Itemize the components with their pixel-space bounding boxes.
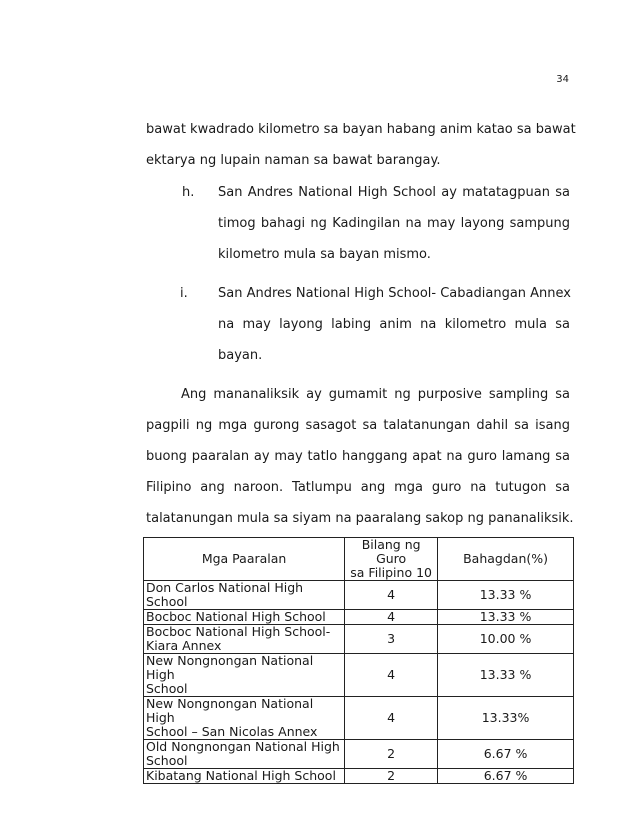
list-item-line: na may layong labing anim na kilometro mula sa <box>218 317 570 332</box>
count-cell: 4 <box>345 697 438 740</box>
paragraph-line: talatanungan mula sa siyam na paaralang sakop ng pananaliksik. <box>146 511 574 526</box>
list-item-line: San Andres National High School ay matatagpuan sa <box>218 185 570 200</box>
count-cell: 2 <box>345 769 438 784</box>
count-cell: 2 <box>345 740 438 769</box>
percent-cell: 6.67 % <box>438 769 574 784</box>
school-cell: Bocboc National High School <box>144 610 345 625</box>
school-cell: New Nongnongan National High School <box>144 654 345 697</box>
percent-cell: 6.67 % <box>438 740 574 769</box>
count-cell: 4 <box>345 581 438 610</box>
list-item-line: San Andres National High School- Cabadiangan Annex <box>218 286 571 301</box>
count-cell: 3 <box>345 625 438 654</box>
school-cell: Don Carlos National High School <box>144 581 345 610</box>
table-row <box>144 625 574 654</box>
school-cell: Old Nongnongan National High School <box>144 740 345 769</box>
paragraph-line: ektarya ng lupain naman sa bawat barangay. <box>146 153 441 168</box>
school-cell: Bocboc National High School- Kiara Annex <box>144 625 345 654</box>
header-school: Mga Paaralan <box>144 538 345 581</box>
percent-cell: 10.00 % <box>438 625 574 654</box>
list-item-line: kilometro mula sa bayan mismo. <box>218 247 431 262</box>
table-row <box>144 697 574 740</box>
school-cell: New Nongnongan National High School – San Nicolas Annex <box>144 697 345 740</box>
page-number: 34 <box>556 74 569 85</box>
school-cell: Kibatang National High School <box>144 769 345 784</box>
count-cell: 4 <box>345 610 438 625</box>
percent-cell: 13.33 % <box>438 581 574 610</box>
percent-cell: 13.33 % <box>438 654 574 697</box>
table-row <box>144 654 574 697</box>
header-teacher-count: Bilang ng Guro sa Filipino 10 <box>345 538 438 581</box>
schools-table <box>143 537 574 784</box>
table-row <box>144 769 574 784</box>
percent-cell: 13.33 % <box>438 610 574 625</box>
paragraph-line: Ang mananaliksik ay gumamit ng purposive sampling sa <box>181 387 570 402</box>
header-percent: Bahagdan(%) <box>438 538 574 581</box>
paragraph-line: pagpili ng mga gurong sasagot sa talatanungan dahil sa isang <box>146 418 570 433</box>
table-row <box>144 581 574 610</box>
list-marker: i. <box>180 286 188 301</box>
percent-cell: 13.33% <box>438 697 574 740</box>
table-row <box>144 740 574 769</box>
list-item-line: bayan. <box>218 348 263 363</box>
paragraph-line: buong paaralan ay may tatlo hanggang apat na guro lamang sa <box>146 449 570 464</box>
paragraph-line: Filipino ang naroon. Tatlumpu ang mga guro na tutugon sa <box>146 480 570 495</box>
count-cell: 4 <box>345 654 438 697</box>
table-header-row <box>144 538 574 581</box>
table-row <box>144 610 574 625</box>
paragraph-line: bawat kwadrado kilometro sa bayan habang anim katao sa bawat <box>146 122 576 137</box>
list-item-line: timog bahagi ng Kadingilan na may layong sampung <box>218 216 570 231</box>
list-marker: h. <box>182 185 195 200</box>
